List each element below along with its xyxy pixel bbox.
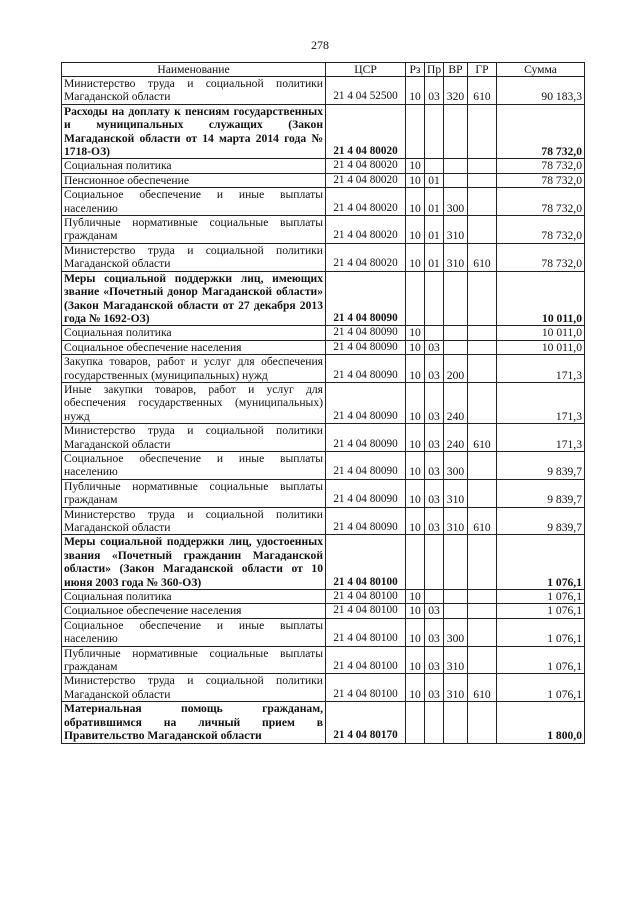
row-csr-cell: 21 4 04 80020 [326, 173, 406, 187]
row-gr-cell: 610 [468, 507, 497, 535]
row-csr-cell: 21 4 04 80170 [326, 702, 406, 743]
row-gr-cell [468, 702, 497, 743]
row-csr-cell: 21 4 04 80090 [326, 507, 406, 535]
row-gr-cell [468, 479, 497, 507]
row-vr-cell [444, 104, 468, 159]
row-vr-cell: 310 [444, 216, 468, 244]
row-sum-cell: 1 076,1 [497, 590, 585, 604]
row-rz-cell: 10 [406, 424, 425, 452]
row-pr-cell [425, 590, 444, 604]
row-pr-cell: 03 [425, 451, 444, 479]
row-pr-cell: 01 [425, 216, 444, 244]
row-pr-cell: 03 [425, 674, 444, 702]
row-vr-cell [444, 702, 468, 743]
row-csr-cell: 21 4 04 80100 [326, 604, 406, 618]
row-name-cell: Расходы на доплату к пенсиям государственных и муниципальных служащих (Закон Магаданской области от 14 марта 2014 года № 1718-ОЗ) [62, 104, 326, 159]
row-rz-cell: 10 [406, 216, 425, 244]
row-pr-cell: 03 [425, 604, 444, 618]
row-pr-cell [425, 535, 444, 590]
row-name-cell: Социальное обеспечение и иные выплаты населению [62, 188, 326, 216]
row-rz-cell: 10 [406, 646, 425, 674]
table-section-row [62, 702, 585, 743]
header-name: Наименование [62, 63, 326, 77]
table-section-row [62, 104, 585, 159]
row-csr-cell: 21 4 04 80100 [326, 674, 406, 702]
row-gr-cell [468, 271, 497, 326]
header-gr: ГР [468, 63, 497, 77]
row-name-cell: Социальная политика [62, 590, 326, 604]
row-sum-cell: 78 732,0 [497, 243, 585, 271]
row-rz-cell [406, 702, 425, 743]
row-sum-cell: 10 011,0 [497, 271, 585, 326]
row-pr-cell [425, 271, 444, 326]
row-rz-cell: 10 [406, 77, 425, 105]
row-sum-cell: 78 732,0 [497, 173, 585, 187]
table-row [62, 424, 585, 452]
row-pr-cell: 01 [425, 188, 444, 216]
row-rz-cell: 10 [406, 618, 425, 646]
row-vr-cell [444, 590, 468, 604]
row-vr-cell: 300 [444, 451, 468, 479]
row-vr-cell [444, 159, 468, 173]
row-gr-cell [468, 451, 497, 479]
row-name-cell: Публичные нормативные социальные выплаты гражданам [62, 479, 326, 507]
table-section-row [62, 271, 585, 326]
row-rz-cell [406, 271, 425, 326]
row-rz-cell: 10 [406, 604, 425, 618]
table-row [62, 507, 585, 535]
row-rz-cell: 10 [406, 243, 425, 271]
table-row [62, 77, 585, 105]
row-sum-cell: 78 732,0 [497, 159, 585, 173]
row-vr-cell [444, 173, 468, 187]
row-rz-cell: 10 [406, 479, 425, 507]
row-name-cell: Министерство труда и социальной политики Магаданской области [62, 243, 326, 271]
row-pr-cell [425, 159, 444, 173]
row-vr-cell: 320 [444, 77, 468, 105]
table-row [62, 340, 585, 354]
row-gr-cell [468, 382, 497, 423]
row-vr-cell: 240 [444, 382, 468, 423]
row-pr-cell: 01 [425, 243, 444, 271]
row-rz-cell: 10 [406, 451, 425, 479]
row-pr-cell: 03 [425, 355, 444, 383]
row-gr-cell: 610 [468, 674, 497, 702]
row-rz-cell: 10 [406, 159, 425, 173]
row-rz-cell: 10 [406, 173, 425, 187]
row-sum-cell: 90 183,3 [497, 77, 585, 105]
row-csr-cell: 21 4 04 80100 [326, 590, 406, 604]
row-gr-cell [468, 159, 497, 173]
row-rz-cell: 10 [406, 674, 425, 702]
row-vr-cell: 310 [444, 674, 468, 702]
row-rz-cell: 10 [406, 382, 425, 423]
table-row [62, 243, 585, 271]
row-name-cell: Социальное обеспечение и иные выплаты населению [62, 618, 326, 646]
row-name-cell: Пенсионное обеспечение [62, 173, 326, 187]
row-pr-cell: 03 [425, 382, 444, 423]
row-name-cell: Министерство труда и социальной политики Магаданской области [62, 507, 326, 535]
row-name-cell: Министерство труда и социальной политики Магаданской области [62, 77, 326, 105]
row-vr-cell: 300 [444, 618, 468, 646]
row-sum-cell: 78 732,0 [497, 188, 585, 216]
row-pr-cell: 03 [425, 340, 444, 354]
table-section-row [62, 535, 585, 590]
header-pr: Пр [425, 63, 444, 77]
table-row [62, 382, 585, 423]
row-name-cell: Публичные нормативные социальные выплаты гражданам [62, 216, 326, 244]
table-row [62, 173, 585, 187]
row-pr-cell [425, 104, 444, 159]
row-csr-cell: 21 4 04 80020 [326, 104, 406, 159]
row-gr-cell [468, 355, 497, 383]
row-gr-cell [468, 188, 497, 216]
row-gr-cell [468, 535, 497, 590]
row-pr-cell: 03 [425, 618, 444, 646]
row-name-cell: Закупка товаров, работ и услуг для обеспечения государственных (муниципальных) нужд [62, 355, 326, 383]
row-name-cell: Министерство труда и социальной политики Магаданской области [62, 674, 326, 702]
row-rz-cell: 10 [406, 355, 425, 383]
table-row [62, 355, 585, 383]
table-row [62, 646, 585, 674]
table-row [62, 326, 585, 340]
row-csr-cell: 21 4 04 80020 [326, 243, 406, 271]
row-name-cell: Социальная политика [62, 326, 326, 340]
row-vr-cell: 310 [444, 646, 468, 674]
row-vr-cell [444, 340, 468, 354]
table-row [62, 618, 585, 646]
row-pr-cell: 03 [425, 77, 444, 105]
row-sum-cell: 1 800,0 [497, 702, 585, 743]
row-name-cell: Публичные нормативные социальные выплаты гражданам [62, 646, 326, 674]
row-pr-cell: 03 [425, 507, 444, 535]
row-pr-cell: 03 [425, 646, 444, 674]
row-gr-cell [468, 590, 497, 604]
budget-table [61, 62, 585, 744]
row-gr-cell [468, 340, 497, 354]
row-csr-cell: 21 4 04 80020 [326, 159, 406, 173]
row-csr-cell: 21 4 04 80090 [326, 479, 406, 507]
row-vr-cell: 300 [444, 188, 468, 216]
table-row [62, 188, 585, 216]
row-name-cell: Меры социальной поддержки лиц, удостоенных звания «Почетный гражданин Магаданской области» (Закон Магаданской области от 10 июня 2003 года № 360-ОЗ) [62, 535, 326, 590]
row-gr-cell: 610 [468, 424, 497, 452]
header-rz: Рз [406, 63, 425, 77]
row-sum-cell: 1 076,1 [497, 618, 585, 646]
row-rz-cell: 10 [406, 507, 425, 535]
row-sum-cell: 78 732,0 [497, 216, 585, 244]
row-vr-cell: 310 [444, 243, 468, 271]
row-sum-cell: 78 732,0 [497, 104, 585, 159]
row-gr-cell: 610 [468, 77, 497, 105]
row-csr-cell: 21 4 04 80020 [326, 216, 406, 244]
row-name-cell: Материальная помощь гражданам, обратившимся на личный прием в Правительство Магаданской области [62, 702, 326, 743]
table-row [62, 604, 585, 618]
row-gr-cell [468, 646, 497, 674]
row-name-cell: Министерство труда и социальной политики Магаданской области [62, 424, 326, 452]
row-rz-cell: 10 [406, 188, 425, 216]
row-vr-cell: 200 [444, 355, 468, 383]
row-csr-cell: 21 4 04 80090 [326, 340, 406, 354]
row-sum-cell: 171,3 [497, 355, 585, 383]
row-sum-cell: 1 076,1 [497, 604, 585, 618]
table-row [62, 590, 585, 604]
row-csr-cell: 21 4 04 80090 [326, 326, 406, 340]
row-rz-cell [406, 104, 425, 159]
row-vr-cell: 310 [444, 479, 468, 507]
row-sum-cell: 1 076,1 [497, 535, 585, 590]
row-csr-cell: 21 4 04 80090 [326, 271, 406, 326]
row-pr-cell [425, 702, 444, 743]
row-csr-cell: 21 4 04 80020 [326, 188, 406, 216]
row-csr-cell: 21 4 04 52500 [326, 77, 406, 105]
row-pr-cell: 03 [425, 424, 444, 452]
row-sum-cell: 1 076,1 [497, 674, 585, 702]
row-name-cell: Меры социальной поддержки лиц, имеющих звание «Почетный донор Магаданской области» (Закон Магаданской области от 27 декабря 2013 года № 1692-ОЗ) [62, 271, 326, 326]
row-name-cell: Социальная политика [62, 159, 326, 173]
row-csr-cell: 21 4 04 80090 [326, 382, 406, 423]
row-vr-cell: 310 [444, 507, 468, 535]
row-rz-cell: 10 [406, 340, 425, 354]
row-gr-cell [468, 604, 497, 618]
row-csr-cell: 21 4 04 80090 [326, 424, 406, 452]
table-row [62, 159, 585, 173]
row-rz-cell [406, 535, 425, 590]
row-vr-cell [444, 271, 468, 326]
row-sum-cell: 171,3 [497, 424, 585, 452]
row-pr-cell [425, 326, 444, 340]
row-csr-cell: 21 4 04 80100 [326, 535, 406, 590]
row-vr-cell [444, 604, 468, 618]
row-csr-cell: 21 4 04 80100 [326, 618, 406, 646]
header-vr: ВР [444, 63, 468, 77]
row-sum-cell: 9 839,7 [497, 507, 585, 535]
row-sum-cell: 1 076,1 [497, 646, 585, 674]
row-vr-cell: 240 [444, 424, 468, 452]
row-rz-cell: 10 [406, 326, 425, 340]
row-gr-cell [468, 326, 497, 340]
row-name-cell: Социальное обеспечение и иные выплаты населению [62, 451, 326, 479]
row-sum-cell: 9 839,7 [497, 451, 585, 479]
table-row [62, 216, 585, 244]
table-row [62, 479, 585, 507]
row-sum-cell: 10 011,0 [497, 340, 585, 354]
header-sum: Сумма [497, 63, 585, 77]
row-gr-cell [468, 173, 497, 187]
row-csr-cell: 21 4 04 80100 [326, 646, 406, 674]
row-vr-cell [444, 535, 468, 590]
row-gr-cell [468, 618, 497, 646]
row-name-cell: Социальное обеспечение населения [62, 604, 326, 618]
page-number: 278 [311, 38, 329, 52]
row-name-cell: Социальное обеспечение населения [62, 340, 326, 354]
row-gr-cell [468, 216, 497, 244]
row-vr-cell [444, 326, 468, 340]
row-sum-cell: 171,3 [497, 382, 585, 423]
row-gr-cell: 610 [468, 243, 497, 271]
header-csr: ЦСР [326, 63, 406, 77]
table-row [62, 451, 585, 479]
row-gr-cell [468, 104, 497, 159]
table-header-row [62, 63, 585, 77]
row-name-cell: Иные закупки товаров, работ и услуг для обеспечения государственных (муниципальных) нужд [62, 382, 326, 423]
row-sum-cell: 9 839,7 [497, 479, 585, 507]
row-csr-cell: 21 4 04 80090 [326, 451, 406, 479]
table-row [62, 674, 585, 702]
row-pr-cell: 03 [425, 479, 444, 507]
row-rz-cell: 10 [406, 590, 425, 604]
row-sum-cell: 10 011,0 [497, 326, 585, 340]
row-csr-cell: 21 4 04 80090 [326, 355, 406, 383]
row-pr-cell: 01 [425, 173, 444, 187]
